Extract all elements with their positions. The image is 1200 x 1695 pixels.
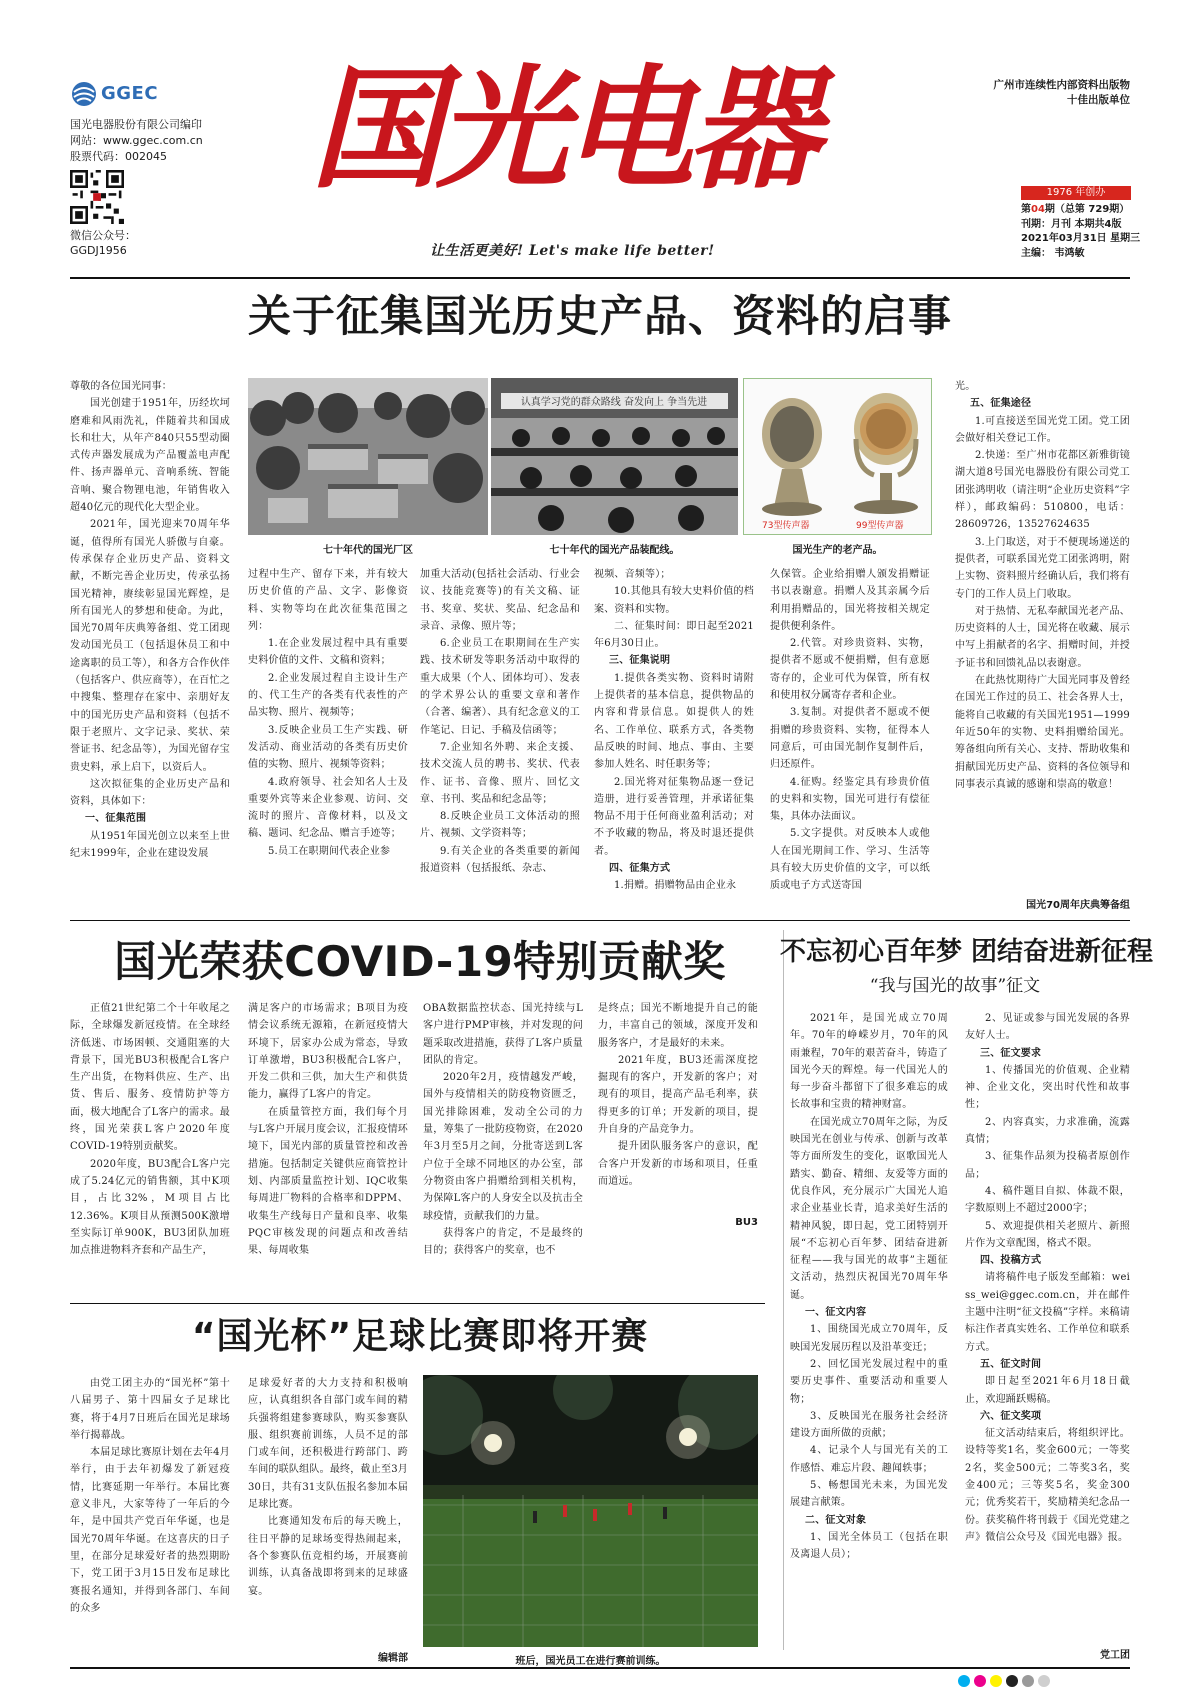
microphone-99-icon <box>854 393 918 514</box>
para: 尊敬的各位国光同事： <box>70 381 172 392</box>
para: 请将稿件电子版发至邮箱：weiss_wei@ggec.com.cn，并在邮件主题中注明“征文投稿”字样。来稿请标注作者真实姓名、工作单位和联系方式。 <box>965 1272 1130 1353</box>
yellow-dot <box>990 1675 1002 1687</box>
qr-code-icon <box>70 170 124 224</box>
para: 1.捐赠。捐赠物品由企业永 <box>614 880 737 892</box>
award: 十佳出版单位 <box>1067 94 1130 106</box>
article2-col2 <box>248 1000 408 1300</box>
para: 3、反映国光在服务社会经济建设方面所做的贡献； <box>790 1410 948 1440</box>
para: 二、征集时间：即日起至2021年6月30日止。 <box>594 620 754 650</box>
para: 1.可直接送至国光党工团。党工团会做好相关登记工作。 <box>955 415 1130 444</box>
para: 对于热情、无私奉献国光老产品、历史资料的人士，国光将在收藏、展示中写上捐献者的名字、捐赠时间，并授予证书和回馈礼品以表谢意。 <box>955 605 1130 669</box>
para: 2021年度，BU3还需深度挖掘现有的客户，开发新的客户；对现有的项目，提高产品毛利率，获得更多的订单；开发新的项目，提升自身的产品竞争力。 <box>598 1054 758 1136</box>
company-info <box>70 117 203 165</box>
para: 1、围绕国光成立70周年，反映国光发展历程以及沿革变迁； <box>790 1324 948 1353</box>
para: 7.企业知名外聘、来企支援、技术交流人员的聘书、奖状、代表作、证书、音像、照片、回忆文章、书刊、奖品和纪念品等； <box>420 741 580 805</box>
article2-signature: BU3 <box>735 1217 758 1228</box>
para: 获得客户的肯定，不是最终的目的；获得客户的奖章，也不 <box>423 1227 583 1257</box>
caption-factory: 七十年代的国光厂区 <box>323 545 413 556</box>
photo-assembly-line <box>491 378 738 535</box>
para: 是终点；国光不断地提升自己的能力，丰富自己的领域，深度开发和服务客户，才是最好的未来。 <box>598 1003 758 1049</box>
section-heading: 四、征集方式 <box>609 863 671 875</box>
article1-col3 <box>420 566 580 918</box>
factory-banner-text: 认真学习党的群众路线 奋发向上 争当先进 <box>520 397 708 408</box>
issue-no: 04 <box>1031 204 1045 215</box>
article1-col2 <box>248 566 408 918</box>
para: 3.上门取送，对于不便现场递送的提供者，可联系国光党工团张鸿明，附上实物、资料照片经确认后，我们将有专门的工作人员上门收取。 <box>955 536 1130 600</box>
bottom-rule <box>70 1667 1130 1669</box>
para: 在国光成立70周年之际，为反映国光在创业与传承、创新与改革等方面所发生的变化，讴歌国光人踏实、勤奋、精细、友爱等方面的优良作风，充分展示广大国光人追求企业基业长青，追求美好生活的精神风貌，即日起，党工团特别开展“不忘初心百年梦、团结奋进新征程——我与国光的故事”主题征文活动，热烈庆祝国光70周年华诞。 <box>790 1116 948 1301</box>
caption-products: 国光生产的老产品。 <box>792 545 883 556</box>
para: 久保管。企业给捐赠人颁发捐赠证书以表谢意。捐赠人及其亲属今后利用捐赠品的，国光将按相关规定提供便利条件。 <box>770 569 930 632</box>
article4-headline: 不忘初心百年梦 团结奋进新征程 <box>780 937 1154 967</box>
article2-col1 <box>70 1000 230 1300</box>
para: 这次拟征集的企业历史产品和资料，具体如下： <box>70 778 230 808</box>
para: 5、欢迎提供相关老照片、新照片作为文章配图，格式不限。 <box>965 1220 1130 1249</box>
article1-col5 <box>770 566 930 918</box>
article4-col2 <box>965 1010 1130 1642</box>
para: 2.国光将对征集物品逐一登记造册，进行妥善管理，并承诺征集物品不用于任何商业盈利活动；对不予收藏的物品，将及时退还提供者。 <box>594 776 754 857</box>
issue-date: 2021年03月31日 星期三 <box>1021 233 1141 244</box>
para: 4、记录个人与国光有关的工作感悟、难忘片段、趣闻轶事； <box>790 1445 948 1474</box>
issue-info <box>1021 203 1140 261</box>
para: 5.文字提供。对反映本人或他人在国光期间工作、学习、生活等具有较大历史价值的文字，可以纸质或电子方式送寄国 <box>770 828 930 892</box>
para: 3、征集作品须为投稿者原创作品； <box>965 1151 1130 1180</box>
para: 4.征购。经鉴定具有珍贵价值的史料和实物，国光可进行有偿征集，具体办法面议。 <box>770 776 930 823</box>
para: 光。 <box>955 381 976 392</box>
magenta-dot <box>974 1675 986 1687</box>
company-name: 国光电器股份有限公司编印 <box>70 118 202 131</box>
section-heading: 五、征集途径 <box>970 398 1032 410</box>
para: 2.代管。对珍贵资料、实物，提供者不愿或不便捐赠，但有意愿寄存的，企业可代为保管，所有权和使用权分属寄存者和企业。 <box>770 638 930 702</box>
para: 4.政府领导、社会知名人士及重要外宾等来企业参观、访问、交流时的照片、音像材料，以及文稿、题词、纪念品、赠言手迹等； <box>248 776 408 840</box>
article3-col2 <box>248 1375 408 1643</box>
stock-code: 股票代码：002045 <box>70 150 167 163</box>
para: 在此热忱期待广大国光同事及曾经在国光工作过的员工、社会各界人士，能将自己收藏的有关国光1951—1999年近50年的实物、史料捐赠给国光。筹备组向所有关心、支持、帮助收集和捐献国光历史产品、资料的各位领导和同事表示真诚的感谢和崇高的敬意！ <box>955 675 1130 790</box>
masthead-rule <box>70 277 1130 279</box>
masthead <box>0 0 1200 275</box>
founded-badge: 1976 年创办 <box>1021 186 1131 200</box>
para: 即日起至2021年6月18日截止，欢迎踊跃赐稿。 <box>965 1376 1130 1405</box>
para: 2.企业发展过程自主设计生产的、代工生产的各类有代表性的产品实物、照片、视频等； <box>248 672 408 719</box>
slogan: 让生活更美好! Let's make life better! <box>430 243 715 259</box>
color-registration-marks <box>958 1672 1054 1691</box>
article1-col4 <box>594 566 754 918</box>
para: 5.员工在职期间代表企业参 <box>268 845 391 857</box>
article2-col3 <box>423 1000 583 1300</box>
label-73-mic: 73型传声器 <box>762 521 810 531</box>
para: 本届足球比赛原计划在去年4月举行，由于去年初爆发了新冠疫情，比赛延期一年举行。本届比赛意义非凡，大家等待了一年后的今年，是中国共产党百年华诞，也是国光70周年华诞。在这喜庆的日子里，在部分足球爱好者的热烈期盼下，党工团于3月15日发布足球比赛报名通知，并得到各部门、车间的众多 <box>70 1447 230 1614</box>
company-logo <box>70 80 160 110</box>
rule-left-mid <box>70 1303 765 1304</box>
section-heading: 一、征集范围 <box>85 813 147 825</box>
article4-subhead: “我与国光的故事”征文 <box>869 976 1041 996</box>
para: 8.反映企业员工文体活动的照片、视频、文学资料等； <box>420 811 580 840</box>
label-99-mic: 99型传声器 <box>856 521 904 531</box>
wechat-info <box>70 228 136 258</box>
para: 由党工团主办的“国光杯”第十八届男子、第十四届女子足球比赛，将于4月7日班后在国光足球场举行揭幕战。 <box>70 1378 230 1441</box>
section-heading: 一、征文内容 <box>805 1307 867 1319</box>
newspaper-title: 国光电器 <box>310 52 814 207</box>
section-heading: 三、征文要求 <box>980 1047 1042 1059</box>
para: 从1951年国光创立以来至上世纪末1999年，企业在建设发展 <box>70 830 230 860</box>
article3-col1 <box>70 1375 230 1665</box>
rule-right-divider <box>783 930 784 1650</box>
wechat-id: GGDJ1956 <box>70 244 127 257</box>
para: 在质量管控方面，我们每个月与L客户开展月度会议，汇报疫情环境下，国光内部的质量管控和改善措施。包括制定关键供应商管控计划、内部质量监控计划、IQC收集每周进厂物料的合格率和DPPM、收集生产线每日产量和良率、收集PQC审核发现的问题点和改善结果、每周收集 <box>248 1106 408 1257</box>
para: 视频、音频等）； <box>594 569 671 580</box>
caption-football: 班后，国光员工在进行赛前训练。 <box>515 1656 666 1667</box>
para: 2021年，国光迎来70周年华诞，值得所有国光人骄傲与自豪。传承保存企业历史产品、资料文献，不断完善企业历史，传承弘扬国光精神，赓续彰显国光辉煌，是所有国光人的梦想和使命。为此，国光70周年庆典筹备组、党工团现发动国光员工（包括退休员工和中途离职的员工等），和各方合作伙伴（包括客户、供应商等），在百忙之中搜集、整理存在家中、亲朋好友中的国光历史产品和资料（包括不限于老照片、文字记录、奖状、荣誉证书、纪念品等），为国光留存宝贵史料，承上启下，以资后人。 <box>70 519 230 773</box>
logo-wordmark: GGEC <box>101 83 159 104</box>
light-grey-dot <box>1038 1675 1050 1687</box>
article4-col1 <box>790 1010 948 1650</box>
article3-signature: 编辑部 <box>378 1653 408 1664</box>
website-link[interactable]: 网站：www.ggec.com.cn <box>70 134 203 147</box>
para: 2.快递：至广州市花都区新雅街镜湖大道8号国光电器股份有限公司党工团张鸿明收（请注明“企业历史资料”字样），邮政编码：510800，电话：28609726，13527624635 <box>955 450 1130 531</box>
article2-col4 <box>598 1000 758 1220</box>
photo-factory-1970s <box>248 378 488 535</box>
para: 足球爱好者的大力支持和积极响应，认真组织各自部门或车间的精兵强将组建参赛球队，购买参赛队服、组织赛前训练，人员不足的部门或车间，还积极进行跨部门、跨车间的联队组队。最终，截止至3月30日，共有31支队伍报名参加本届足球比赛。 <box>248 1378 408 1511</box>
article1-signature: 国光70周年庆典筹备组 <box>1026 900 1130 911</box>
para: 正值21世纪第二个十年收尾之际，全球爆发新冠疫情。在全球经济低迷、市场困顿、交通阻塞的大背景下，国光BU3积极配合L客户生产出货，在物料供应、生产、出货、售后、服务、疫情防护等方面，极大地配合了L客户的需求。最终，国光荣获L客户2020年度COVID-19特别贡献奖。 <box>70 1003 230 1153</box>
para: 3.反映企业员工生产实践、研发活动、商业活动的各类有历史价值的实物、照片、视频等资料； <box>248 724 408 771</box>
section-heading: 六、征文奖项 <box>980 1410 1042 1422</box>
para: 6.企业员工在职期间在生产实践、技术研发等职务活动中取得的重大成果（个人、团体均可）、发表的学术界公认的重要文章和著作（合著、编著）、具有纪念意义的工作笔记、日记、手稿及信函等； <box>420 638 580 736</box>
article1-col1 <box>70 378 230 918</box>
section-heading: 五、征文时间 <box>980 1358 1042 1370</box>
article3-headline: “国光杯”足球比赛即将开赛 <box>191 1316 649 1357</box>
qr-code <box>70 170 124 224</box>
para: 1、国光全体员工（包括在职及离退人员）； <box>790 1531 948 1561</box>
para: 2、回忆国光发展过程中的重要历史事件、重要活动和重要人物； <box>790 1358 948 1405</box>
grey-dot <box>1022 1675 1034 1687</box>
para: 提升团队服务客户的意识，配合客户开发新的市场和项目，任重而道远。 <box>598 1141 758 1187</box>
para: OBA数据监控状态、国光持续与L客户进行PMP审核，并对发现的问题采取改进措施，获得了L客户质量团队的肯定。 <box>423 1003 583 1066</box>
article1-col6 <box>955 378 1130 893</box>
article4-signature: 党工团 <box>1100 1650 1130 1661</box>
issue-number: 第04期（总第 729期） <box>1021 204 1130 215</box>
para: 征文活动结束后，将组织评比。设特等奖1名，奖金600元；一等奖2名，奖金500元；二等奖3名，奖金400元；三等奖5名，奖金300元；优秀奖若干，奖励精美纪念品一份。获奖稿件将刊载于《国光党建之声》微信公众号及《国光电器》报。 <box>965 1428 1130 1543</box>
para: 10.其他具有较大史料价值的档案、资料和实物。 <box>594 586 754 615</box>
para: 满足客户的市场需求；B项目为疫情会议系统无源箱，在新冠疫情大环境下，居家办公成为常态，导致订单激增，BU3积极配合L客户，开发二供和三供，加大生产和供货能力，赢得了L客户的肯定。 <box>248 1003 408 1101</box>
para: 9.有关企业的各类重要的新闻报道资料（包括报纸、杂志、 <box>420 845 580 875</box>
para: 过程中生产、留存下来，并有较大历史价值的产品、文字、影像资料、实物等均在此次征集范围之列： <box>248 569 408 632</box>
wechat-label: 微信公众号： <box>70 229 136 242</box>
para: 1.提供各类实物、资料时请附上提供者的基本信息，提供物品的内容和背景信息。如提供人的姓名、工作单位、联系方式，各类物品反映的时间、地点、事由、主要参加人姓名、时任职务等； <box>594 672 754 771</box>
photo-football-training <box>423 1375 758 1647</box>
chief-editor: 主编： 韦鸿敏 <box>1021 247 1085 259</box>
publication-type: 广州市连续性内部资料出版物 <box>993 79 1130 91</box>
para: 5、畅想国光未来，为国光发展建言献策。 <box>790 1480 948 1509</box>
para: 国光创建于1951年，历经坎坷磨难和风雨洗礼，伴随着共和国成长和壮大，从年产840只55型动圈式传声器发展成为产品覆盖电声配件、扬声器单元、音响系统、智能音响、聚合物锂电池，年销售收入超40亿元的现代化大型企业。 <box>70 398 230 514</box>
para: 加重大活动(包括社会活动、行业会议、技能竞赛等)的有关文稿、证书、奖章、奖状、奖品、纪念品和录音、录像、照片等； <box>420 569 580 632</box>
section-heading: 二、征文对象 <box>805 1514 867 1526</box>
globe-icon <box>70 80 98 108</box>
article2-headline: 国光荣获COVID-19特别贡献奖 <box>114 937 726 986</box>
section-heading: 四、投稿方式 <box>980 1255 1042 1267</box>
rule-mid <box>70 920 1130 921</box>
para: 2、见证或参与国光发展的各界友好人士。 <box>965 1013 1130 1042</box>
photo-old-products <box>743 378 932 535</box>
para: 3.复制。对提供者不愿或不便捐赠的珍贵资料、实物，征得本人同意后，可由国光制作复制件后，归还原件。 <box>770 707 930 771</box>
para: 2、内容真实，力求准确，流露真情； <box>965 1116 1130 1146</box>
black-dot <box>1006 1675 1018 1687</box>
section-heading: 三、征集说明 <box>609 655 671 667</box>
para: 2020年度，BU3配合L客户完成了5.24亿元的销售额，其中K项目，占比32%，M项目占比12.36%。K项目从预测500K激增至实际订单900K，BU3团队加班加点推进物料齐套和产品生产， <box>70 1158 230 1257</box>
para: 2020年2月，疫情越发严峻，国外与疫情相关的防疫物资匮乏，国光排除困难，发动全公司的力量，筹集了一批防疫物资，在2020年3月至5月之间，分批寄送到L客户位于全球不同地区的办公室，部分物资由客户捐赠给到相关机构，为保障L客户的人身安全以及抗击全球疫情，贡献我们的力量。 <box>423 1072 583 1222</box>
para: 1、传播国光的价值观、企业精神、企业文化，突出时代性和故事性； <box>965 1064 1130 1111</box>
cyan-dot <box>958 1675 970 1687</box>
para: 1.在企业发展过程中具有重要史料价值的文件、文稿和资料； <box>248 638 408 667</box>
frequency: 刊期：月刊 本期共4版 <box>1021 218 1122 230</box>
para: 2021年，是国光成立70周年。70年的峥嵘岁月，70年的风雨兼程，70年的艰苦奋斗，铸造了国光今天的辉煌。每一代国光人的每一步奋斗都留下了很多难忘的成长故事和宝贵的精神财富。 <box>790 1013 948 1111</box>
para: 比赛通知发布后的每天晚上，往日平静的足球场变得热闹起来，各个参赛队伍竞相约场，开展赛前训练，认真备战即将到来的足球盛宴。 <box>248 1516 408 1597</box>
para: 4、稿件题目自拟、体裁不限，字数原则上不超过2000字； <box>965 1185 1130 1215</box>
publication-info <box>960 78 1130 108</box>
article1-headline: 关于征集国光历史产品、资料的启事 <box>248 292 952 342</box>
caption-assembly: 七十年代的国光产品装配线。 <box>549 545 680 556</box>
microphone-73-icon <box>762 398 822 516</box>
